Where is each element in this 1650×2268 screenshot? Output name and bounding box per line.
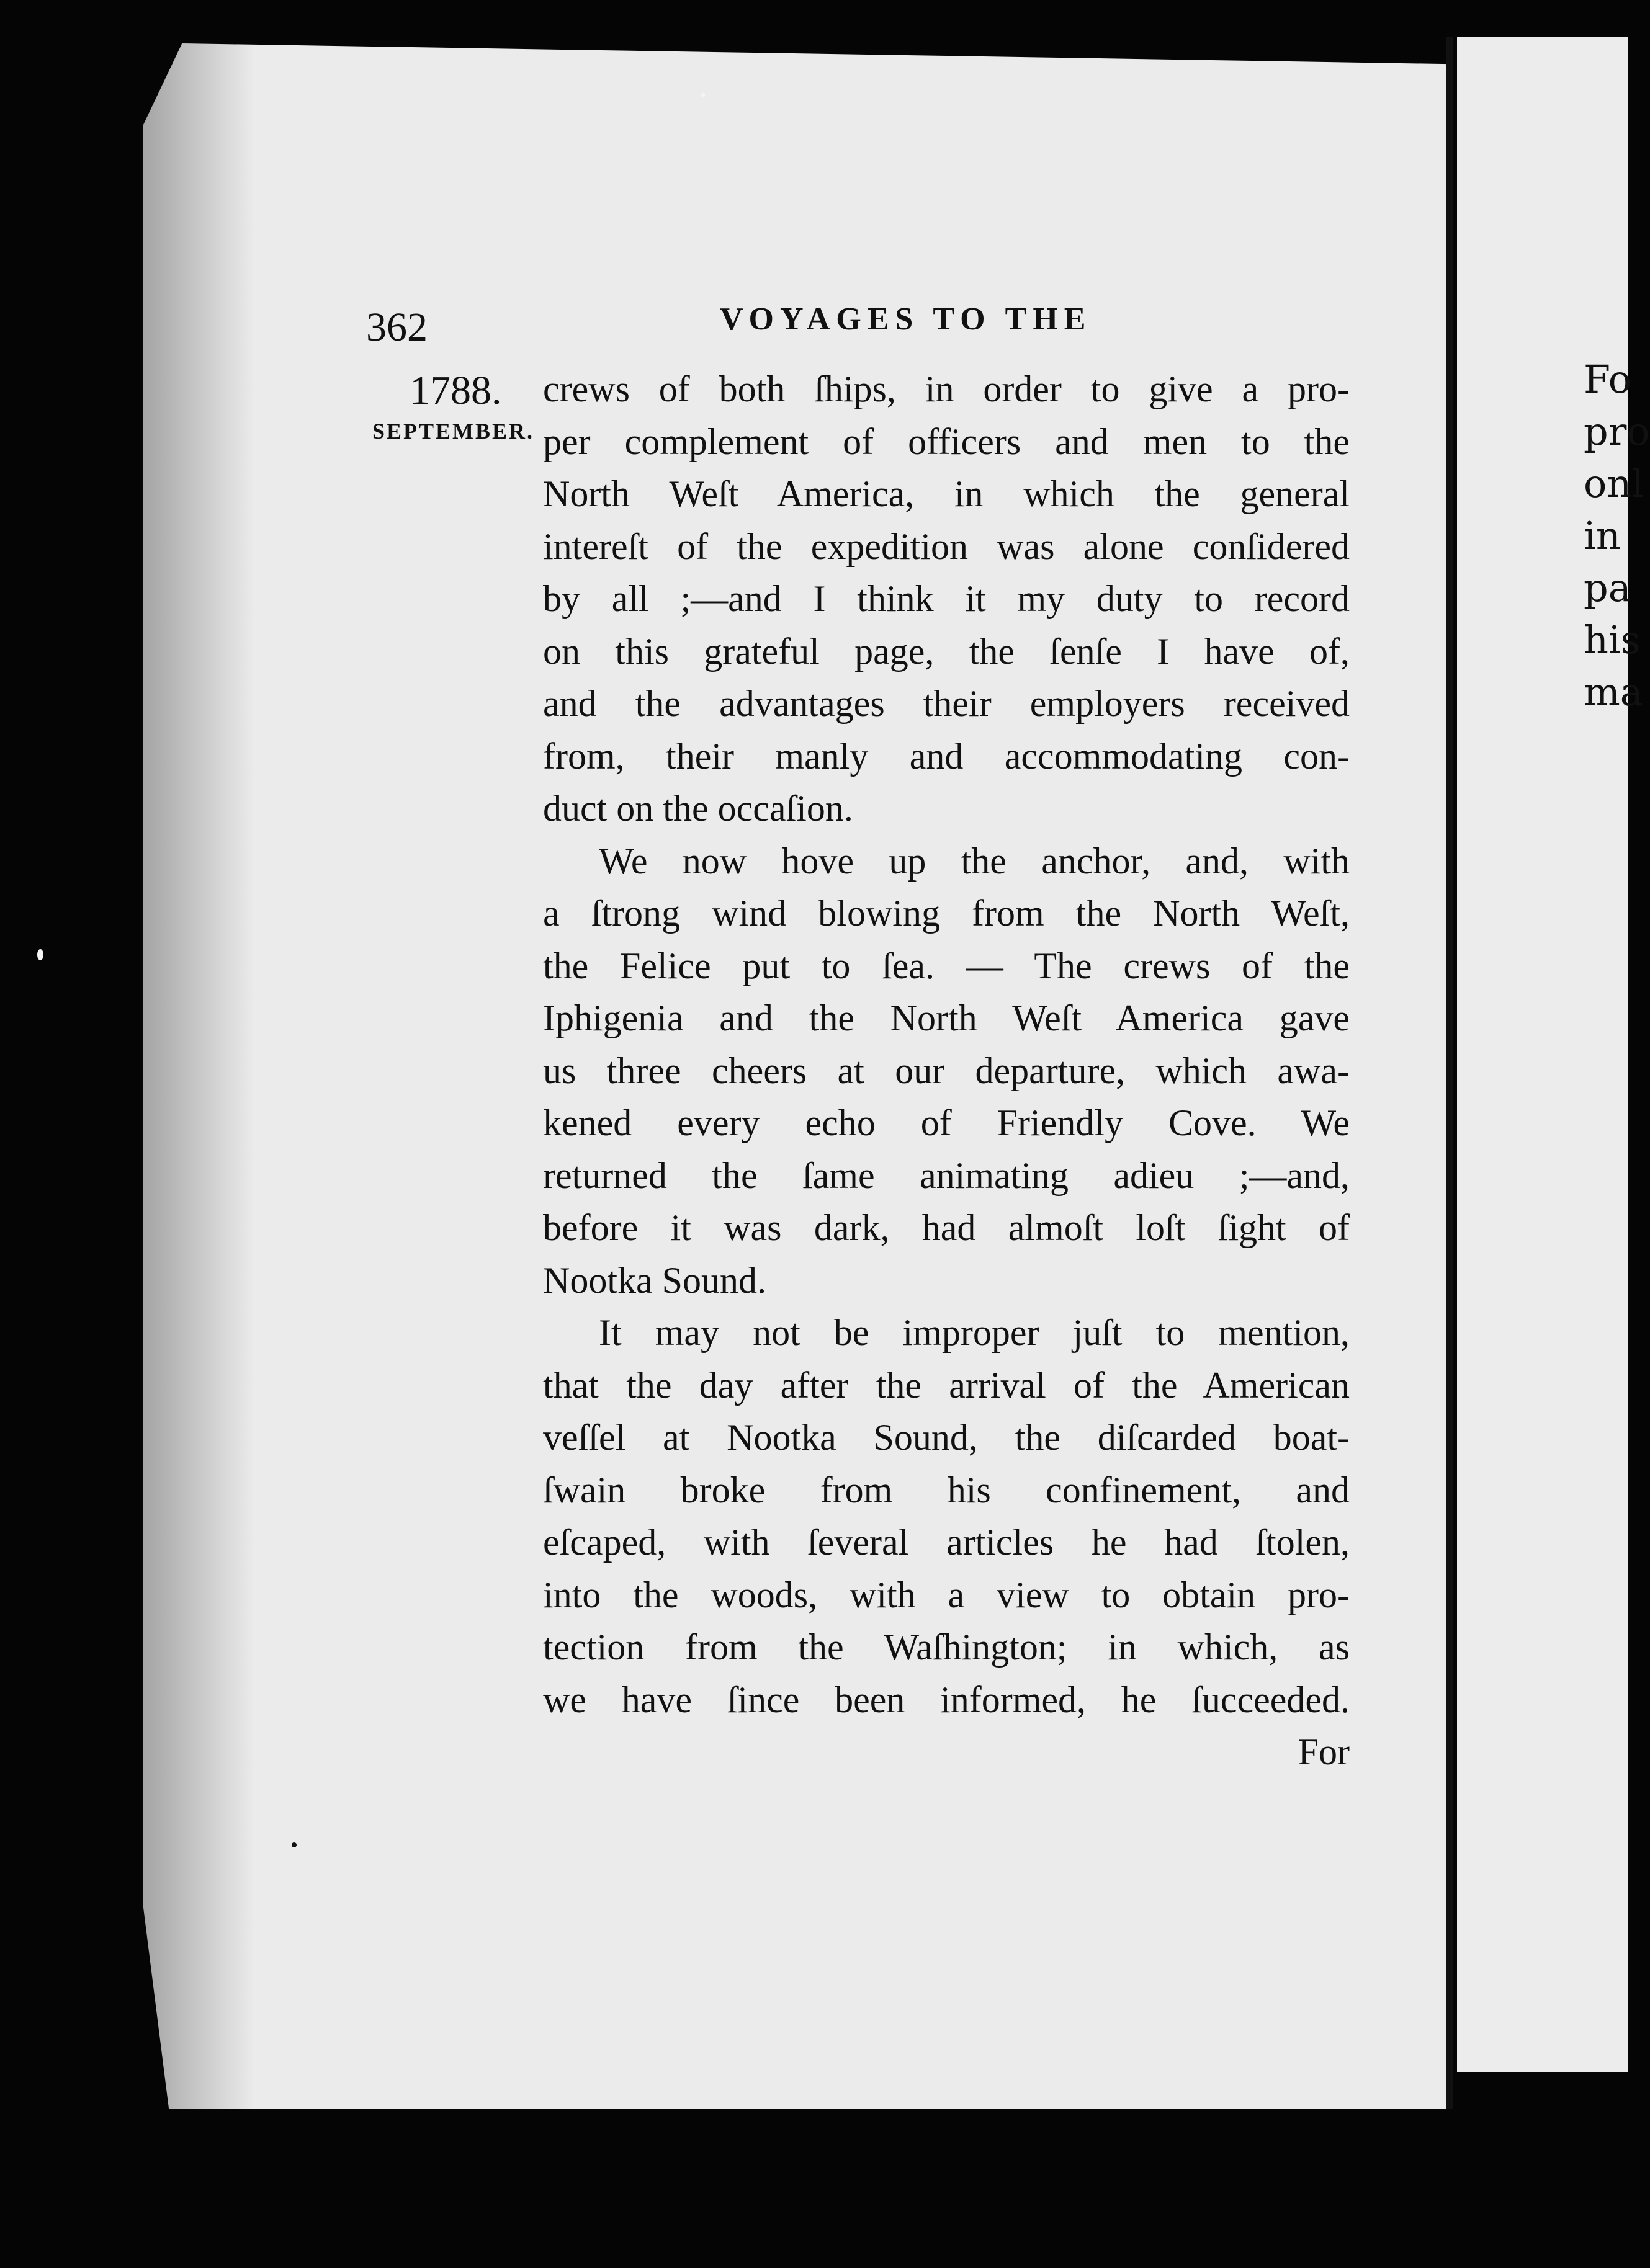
- text-line: eſcaped, with ſeveral articles he had ſtolen,: [543, 1522, 1350, 1563]
- facing-page-text: [1584, 354, 1650, 718]
- facing-page-line: his: [1584, 617, 1641, 663]
- text-line: kened every echo of Friendly Cove. We: [543, 1102, 1350, 1143]
- text-line: the Felice put to ſea. — The crews of the: [543, 945, 1350, 986]
- text-line: crews of both ſhips, in order to give a pro-: [543, 368, 1350, 409]
- text-line: We now hove up the anchor, and, with: [599, 840, 1350, 882]
- text-line: Iphigenia and the North Weſt America gave: [543, 998, 1350, 1038]
- facing-page-line: onl: [1584, 461, 1644, 506]
- text-line: on this grateful page, the ſenſe I have of,: [543, 630, 1350, 672]
- text-line: us three cheers at our departure, which awa-: [543, 1050, 1350, 1091]
- running-head: [366, 282, 1353, 350]
- text-line: It may not be improper juſt to mention,: [599, 1312, 1350, 1353]
- body-text: [543, 363, 1350, 1779]
- paper-speck: [37, 949, 43, 960]
- catchword: For: [1298, 1731, 1350, 1772]
- text-line: intereſt of the expedition was alone conſidered: [543, 525, 1350, 567]
- text-line: veſſel at Nootka Sound, the diſcarded boat-: [543, 1417, 1350, 1458]
- text-line: by all ;—and I think it my duty to record: [543, 578, 1350, 619]
- page-number: 362: [366, 305, 428, 350]
- ink-speck: [292, 1842, 297, 1847]
- text-line: and the advantages their employers received: [543, 683, 1350, 724]
- text-line: ſwain broke from his confinement, and: [543, 1469, 1350, 1511]
- facing-page-line: pa: [1584, 565, 1631, 610]
- text-line: we have ſince been informed, he ſucceeded.: [543, 1679, 1350, 1720]
- facing-page-line: in: [1584, 513, 1621, 558]
- facing-page-line: ma: [1584, 669, 1643, 715]
- facing-page-line: Fo: [1584, 357, 1631, 402]
- margin-year: 1788.: [410, 368, 502, 413]
- text-line: before it was dark, had almoſt loſt ſight of: [543, 1207, 1350, 1248]
- margin-date-note: [372, 366, 534, 447]
- text-line: returned the ſame animating adieu ;—and,: [543, 1154, 1350, 1196]
- text-line: tection from the Waſhington; in which, as: [543, 1627, 1350, 1668]
- right-page-fragment: [1457, 37, 1628, 2072]
- text-line: from, their manly and accommodating con-: [543, 735, 1350, 777]
- text-line: duct on the occaſion.: [543, 788, 853, 829]
- page-gutter: [1446, 37, 1453, 2109]
- text-line: a ſtrong wind blowing from the North Weſt,: [543, 893, 1350, 934]
- text-line: per complement of officers and men to the: [543, 421, 1350, 462]
- margin-month: SEPTEMBER.: [372, 419, 535, 444]
- paper-speck: [701, 93, 705, 97]
- text-line: that the day after the arrival of the American: [543, 1364, 1350, 1406]
- text-line: into the woods, with a view to obtain pro-: [543, 1574, 1350, 1615]
- running-title: VOYAGES TO THE: [720, 301, 1092, 337]
- facing-page-line: pro: [1584, 409, 1650, 454]
- text-line: Nootka Sound.: [543, 1259, 766, 1301]
- text-line: North Weſt America, in which the general: [543, 473, 1350, 514]
